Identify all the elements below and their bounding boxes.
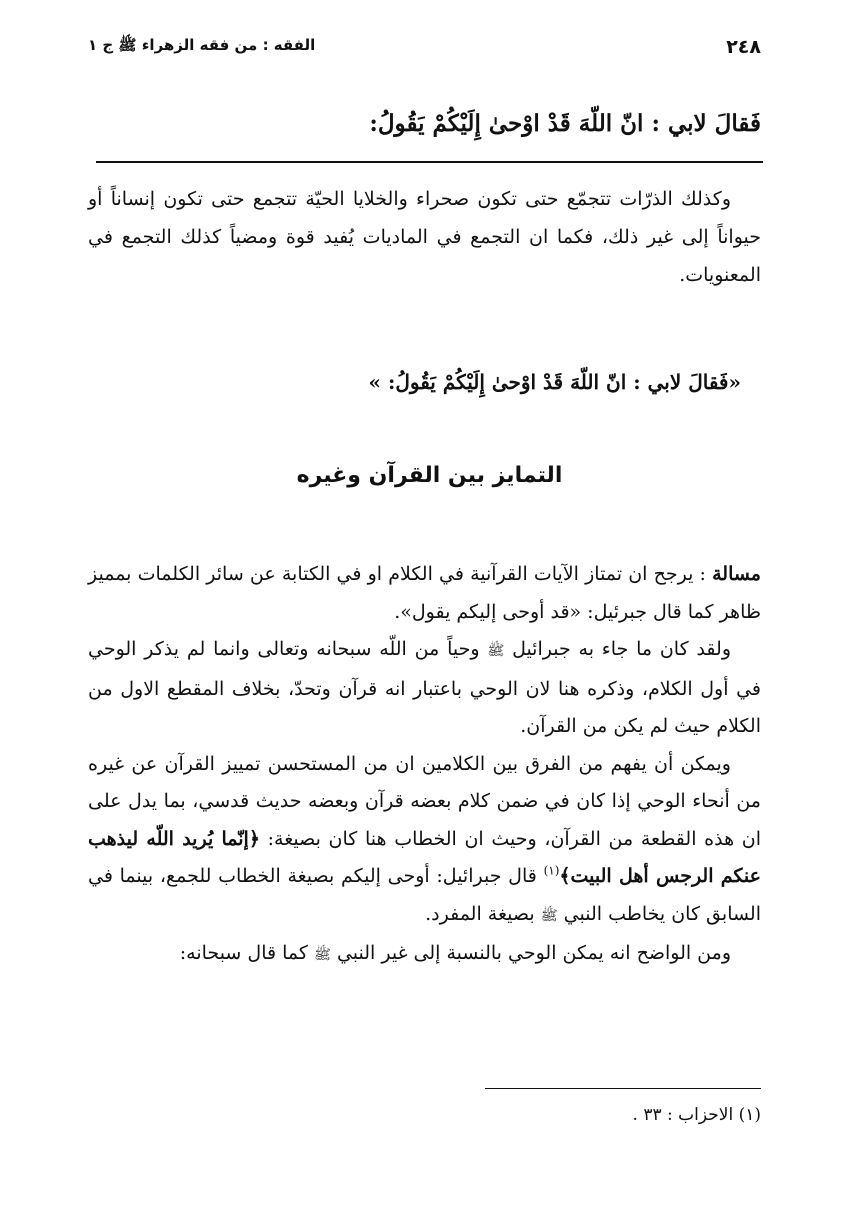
footnote-reference[interactable]: (١) xyxy=(543,863,560,878)
paragraph-distinction xyxy=(88,746,761,936)
section-body xyxy=(88,556,761,975)
text-fragment: قال جبرائيل: أوحى إليكم بصيغة الخطاب للجمع، بينما في السابق كان يخاطب النبي xyxy=(88,865,761,925)
salawat-glyph: ﷺ xyxy=(540,907,558,924)
running-title: الفقه : من فقه الزهراء ﷺ ج ١ xyxy=(88,36,316,54)
page-number: ٢٤٨ xyxy=(726,36,761,58)
masala-label: مسالة xyxy=(712,563,761,585)
footnote: (١) الاحزاب : ٣٣ . xyxy=(632,1105,761,1125)
opening-quote: فَقالَ لابي : انّ اللّهَ قَدْ اوْحىٰ إِلَيْكُمْ يَقُولُ: xyxy=(369,110,761,137)
paragraph-revelation xyxy=(88,935,761,975)
salawat-glyph: ﷺ xyxy=(487,643,505,659)
text-fragment: ولقد كان ما جاء به جبرائيل xyxy=(512,638,731,660)
text-fragment: كما قال سبحانه: xyxy=(179,942,308,964)
masala-text: : يرجح ان تمتاز الآيات القرآنية في الكلام او في الكتابة عن سائر الكلمات بمميز ظاهر كما قال جبرئيل: «قد أوحى إليكم يقول». xyxy=(88,563,761,623)
text-fragment: وحياً من اللّه سبحانه وتعالى وانما لم يذكر الوحي في أول الكلام، وذكره هنا لان الوحي باعتبار انه قرآن وتحدّ، بخلاف المقطع الاول من الكلام حيث لم يكن من القرآن. xyxy=(88,638,761,737)
text-fragment: بصيغة المفرد. xyxy=(425,902,535,925)
paragraph-gabriel xyxy=(88,631,761,746)
salawat-glyph: ﷺ xyxy=(313,947,331,963)
paragraph-commentary: وكذلك الذرّات تتجمّع حتى تكون صحراء والخلايا الحيّة تتجمع حتى تكون إنساناً أو حيواناً إلى غير ذلك، فكما ان التجمع في الماديات يُفيد قوة ومضياً كذلك التجمع في المعنويات. xyxy=(88,188,761,286)
quran-verse: ﴿إنّما يُريد اللّه ليذهب عنكم الرجس أهل البيت﴾ xyxy=(88,827,761,887)
page-header xyxy=(88,32,761,62)
quoted-hadith: «فَقالَ لابي : انّ اللّهَ قَدْ اوْحىٰ إِلَيْكُمْ يَقُولُ: » xyxy=(368,370,741,394)
header-divider xyxy=(96,161,763,163)
text-fragment: ومن الواضح انه يمكن الوحي بالنسبة إلى غير النبي xyxy=(336,942,731,964)
section-title: التمايز بين القرآن وغيره xyxy=(296,463,563,488)
footnote-divider xyxy=(485,1088,761,1089)
paragraph-masala xyxy=(88,556,761,631)
text-fragment: ويمكن أن يفهم من الفرق بين الكلامين ان من المستحسن تمييز القرآن عن غيره من أنحاء الوحي إذا كان في ضمن كلام بعضه قرآن وبعضه حديث قدسي، بما يدل على ان هذه القطعة من القرآن، وحيث ان الخطاب هنا كان بصيغة: xyxy=(88,752,761,850)
